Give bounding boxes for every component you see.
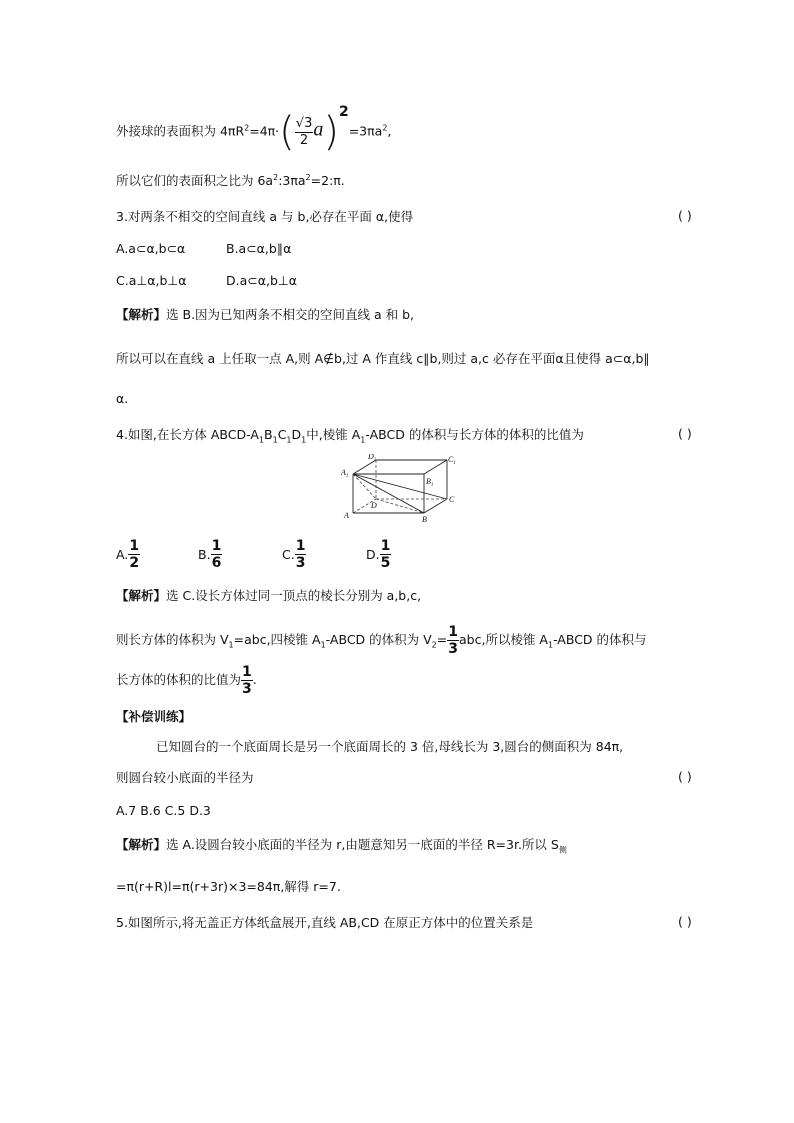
label-B: B bbox=[422, 515, 427, 524]
extra-header: 【补偿训练】 bbox=[116, 709, 192, 724]
label-D: D bbox=[371, 501, 377, 510]
q3-analysis-1: 【解析】选 B.因为已知两条不相交的空间直线 a 和 b, bbox=[116, 307, 415, 322]
q3-analysis-3: α. bbox=[116, 391, 129, 406]
q3-option-d: D.a⊂α,b⊥α bbox=[226, 273, 298, 288]
q4-analysis-3: 长方体的体积的比值为 $\frac{1}{3}$ . bbox=[116, 664, 257, 697]
extra-analysis-1: 【解析】选 A.设圆台较小底面的半径为 r,由题意知另一底面的半径 R=3r.所以 $S_侧$ bbox=[116, 837, 567, 855]
q4-option-d: D. $\frac{1}{5}$ bbox=[366, 538, 391, 571]
q3-option-c: C.a⊥α,b⊥α bbox=[116, 273, 187, 288]
label-C: C bbox=[449, 495, 455, 504]
left-paren: ( bbox=[279, 109, 295, 155]
extra-stem-2: 则圆台较小底面的半径为 bbox=[116, 770, 254, 785]
q4-analysis-1: 【解析】选 C.设长方体过同一顶点的棱长分别为 a,b,c, bbox=[116, 588, 422, 603]
q4-option-b: B. $\frac{1}{6}$ bbox=[198, 538, 222, 571]
fraction-sqrt3-over-2: $\frac{√3}{2}$ bbox=[295, 115, 313, 148]
extra-options: A.7 B.6 C.5 D.3 bbox=[116, 803, 211, 818]
q3-option-b: B.a⊂α,b∥α bbox=[226, 241, 292, 256]
extra-answer-paren: ( ) bbox=[678, 769, 692, 784]
label-C1: $C_1$ bbox=[448, 455, 456, 466]
q4-option-c: C. $\frac{1}{3}$ bbox=[282, 538, 306, 571]
q3-option-a: A.a⊂α,b⊂α bbox=[116, 241, 186, 256]
cuboid-figure bbox=[340, 454, 470, 524]
q4-analysis-2: 则长方体的体积为 $V_1=abc$,四棱锥 $A_1$-ABCD 的体积为 $V_2=$ $\frac{1}{3}$ abc,所以棱锥 $A_1$-ABCD 的体积与 bbox=[116, 624, 647, 657]
extra-stem-1: 已知圆台的一个底面周长是另一个底面周长的 3 倍,母线长为 3,圆台的侧面积为 84π, bbox=[156, 739, 624, 754]
q3-answer-paren: ( ) bbox=[678, 208, 692, 223]
line-sphere-area: 外接球的表面积为 $4\pi R^2=4\pi\cdot$( $\frac{√3}{2}$ $a)^2=3\pi a^2$, bbox=[116, 104, 392, 155]
right-paren: ) bbox=[323, 109, 339, 155]
q3-analysis-2: 所以可以在直线 a 上任取一点 A,则 A∉b,过 A 作直线 c∥b,则过 a,c 必存在平面α且使得 a⊂α,b∥ bbox=[116, 351, 650, 366]
q4-stem: 4.如图,在长方体 ABCD-$A_1B_1C_1D_1$中,棱锥 $A_1$-ABCD 的体积与长方体的体积的比值为 bbox=[116, 427, 584, 445]
q5-stem: 5.如图所示,将无盖正方体纸盒展开,直线 AB,CD 在原正方体中的位置关系是 bbox=[116, 915, 534, 930]
label-A: A bbox=[344, 511, 349, 520]
q5-answer-paren: ( ) bbox=[678, 914, 692, 929]
label-A1: $A_1$ bbox=[341, 468, 349, 479]
q4-option-a: A. $\frac{1}{2}$ bbox=[116, 538, 140, 571]
line-ratio: 所以它们的表面积之比为 $6a^2:3\pi a^2=2:\pi$. bbox=[116, 172, 345, 188]
label-D1: $D_1$ bbox=[368, 454, 377, 463]
extra-analysis-2: =π(r+R)l=π(r+3r)×3=84π,解得 r=7. bbox=[116, 879, 341, 894]
label-B1: $B_1$ bbox=[426, 477, 434, 488]
q4-answer-paren: ( ) bbox=[678, 426, 692, 441]
q3-stem: 3.对两条不相交的空间直线 a 与 b,必存在平面 α,使得 bbox=[116, 209, 414, 224]
